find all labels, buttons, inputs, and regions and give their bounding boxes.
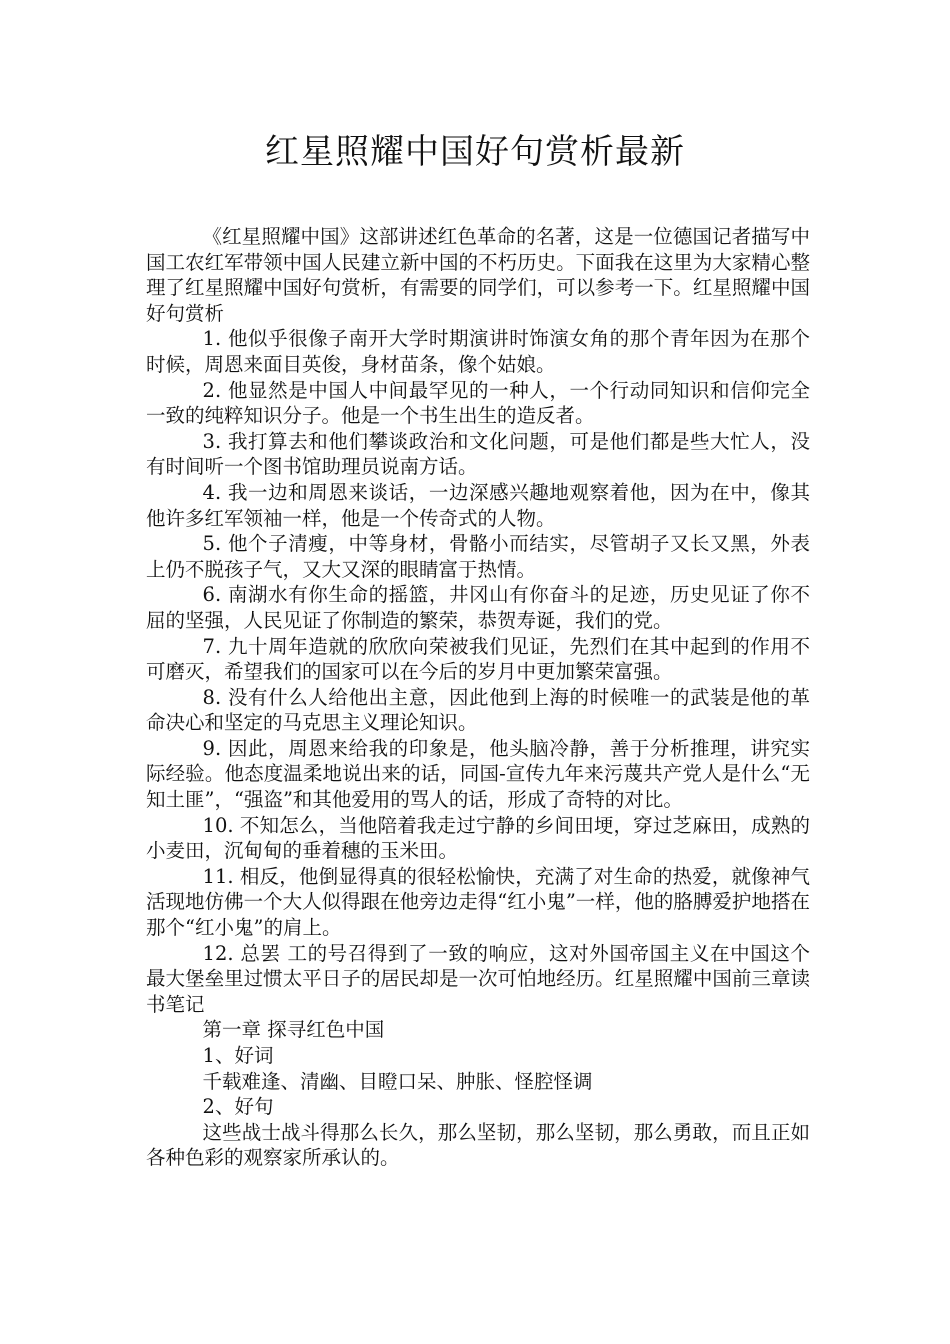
- good-words-label: 1、好词: [202, 1044, 274, 1067]
- list-item: 3. 我打算去和他们攀谈政治和文化问题，可是他们都是些大忙人，没有时间听一个图书馆助理员说南方话。: [146, 429, 810, 479]
- list-item: 1. 他似乎很像子南开大学时期演讲时饰演女角的那个青年因为在那个时候，周恩来面目英俊，身材苗条，像个姑娘。: [146, 327, 810, 376]
- list-item: 10. 不知怎么，当他陪着我走过宁静的乡间田埂，穿过芝麻田，成熟的小麦田，沉甸甸的垂着穗的玉米田。: [146, 813, 810, 863]
- list-item: 8. 没有什么人给他出主意，因此他到上海的时候唯一的武装是他的革命决心和坚定的马克思主义理论知识。: [146, 685, 810, 735]
- list-item: 7. 九十周年造就的欣欣向荣被我们见证，先烈们在其中起到的作用不可磨灭，希望我们的国家可以在今后的岁月中更加繁荣富强。: [146, 634, 810, 684]
- list-item: 2. 他显然是中国人中间最罕见的一种人，一个行动同知识和信仰完全一致的纯粹知识分子。他是一个书生出生的造反者。: [146, 378, 810, 428]
- list-item: 5. 他个子清瘦，中等身材，骨骼小而结实，尽管胡子又长又黑，外表上仍不脱孩子气，又大又深的眼睛富于热情。: [146, 532, 810, 581]
- list-item: 6. 南湖水有你生命的摇篮，井冈山有你奋斗的足迹，历史见证了你不屈的坚强，人民见证了你制造的繁荣，恭贺寿诞，我们的党。: [146, 583, 810, 632]
- good-sentence: 这些战士战斗得那么长久，那么坚韧，那么坚韧，那么勇敢，而且正如各种色彩的观察家所承认的。: [146, 1120, 810, 1170]
- good-words-list: 千载难逢、清幽、目瞪口呆、肿胀、怪腔怪调: [202, 1069, 593, 1093]
- list-item: 4. 我一边和周恩来谈话，一边深感兴趣地观察着他，因为在中，像其他许多红军领袖一样，他是一个传奇式的人物。: [146, 480, 810, 530]
- chapter-heading: 第一章 探寻红色中国: [202, 1018, 385, 1042]
- list-item: 11. 相反，他倒显得真的很轻松愉快，充满了对生命的热爱，就像神气活现地仿佛一个大人似得跟在他旁边走得“红小鬼”一样，他的胳膊爱护地搭在那个“红小鬼”的肩上。: [146, 864, 810, 940]
- list-item: 9. 因此，周恩来给我的印象是，他头脑冷静，善于分析推理，讲究实际经验。他态度温柔地说出来的话，同国-宣传九年来污蔑共产党人是什么“无知土匪”，“强盗”和其他爱用的骂人的话，形成了奇特的对比。: [146, 736, 810, 812]
- page-title: 红星照耀中国好句赏析最新: [265, 132, 685, 172]
- document-body: [146, 224, 810, 1171]
- intro-paragraph: 《红星照耀中国》这部讲述红色革命的名著，这是一位德国记者描写中国工农红军带领中国人民建立新中国的不朽历史。下面我在这里为大家精心整理了红星照耀中国好句赏析，有需要的同学们，可以参考一下。红星照耀中国好句赏析: [146, 225, 810, 325]
- list-item: 12. 总罢 工的号召得到了一致的响应，这对外国帝国主义在中国这个最大堡垒里过惯太平日子的居民却是一次可怕地经历。红星照耀中国前三章读书笔记: [146, 941, 810, 1016]
- good-sentences-label: 2、好句: [202, 1095, 274, 1119]
